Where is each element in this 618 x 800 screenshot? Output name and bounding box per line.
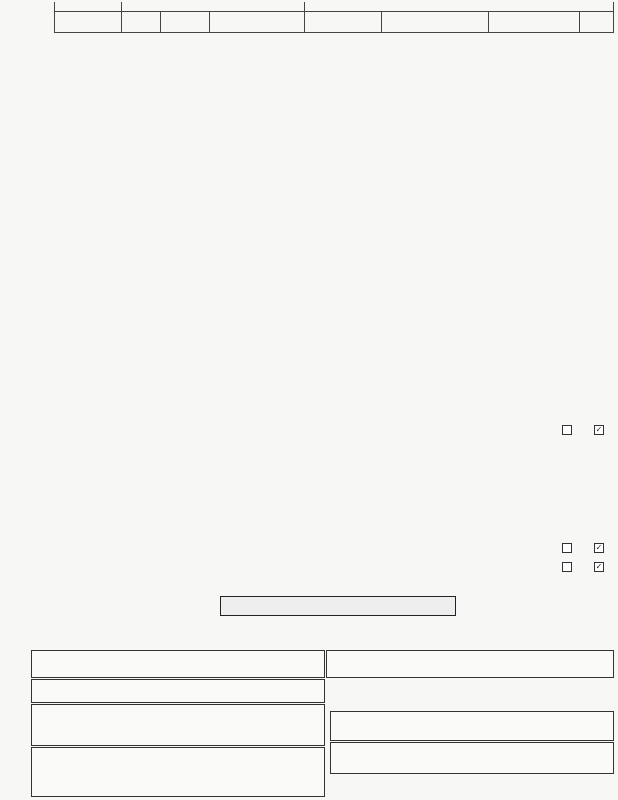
q6-no-checkbox[interactable]: ✓ <box>595 425 603 434</box>
place-field[interactable] <box>31 650 325 678</box>
q8-yes-checkbox[interactable] <box>562 543 572 553</box>
col-health <box>210 12 305 33</box>
date-field[interactable] <box>326 650 614 678</box>
col-cause <box>382 12 489 33</box>
col-duration <box>489 12 580 33</box>
col-year <box>580 12 614 33</box>
q9-no-checkbox[interactable]: ✓ <box>595 562 603 571</box>
name-field[interactable] <box>31 704 325 746</box>
q9-yes-checkbox[interactable] <box>562 562 572 572</box>
address-field[interactable] <box>31 747 325 797</box>
insured-sign-field[interactable] <box>330 711 614 741</box>
relation-header <box>55 2 122 12</box>
family-history-table <box>54 2 614 33</box>
col-age-death <box>305 12 382 33</box>
col-number <box>122 12 161 33</box>
declaration-title <box>220 596 456 616</box>
dead-header <box>305 2 614 12</box>
col-age <box>161 12 210 33</box>
q8-no-checkbox[interactable]: ✓ <box>595 543 603 552</box>
alive-header <box>122 2 305 12</box>
q6-yes-checkbox[interactable] <box>562 425 572 435</box>
witness-field[interactable] <box>31 679 325 703</box>
insured-name-field[interactable] <box>330 742 614 774</box>
